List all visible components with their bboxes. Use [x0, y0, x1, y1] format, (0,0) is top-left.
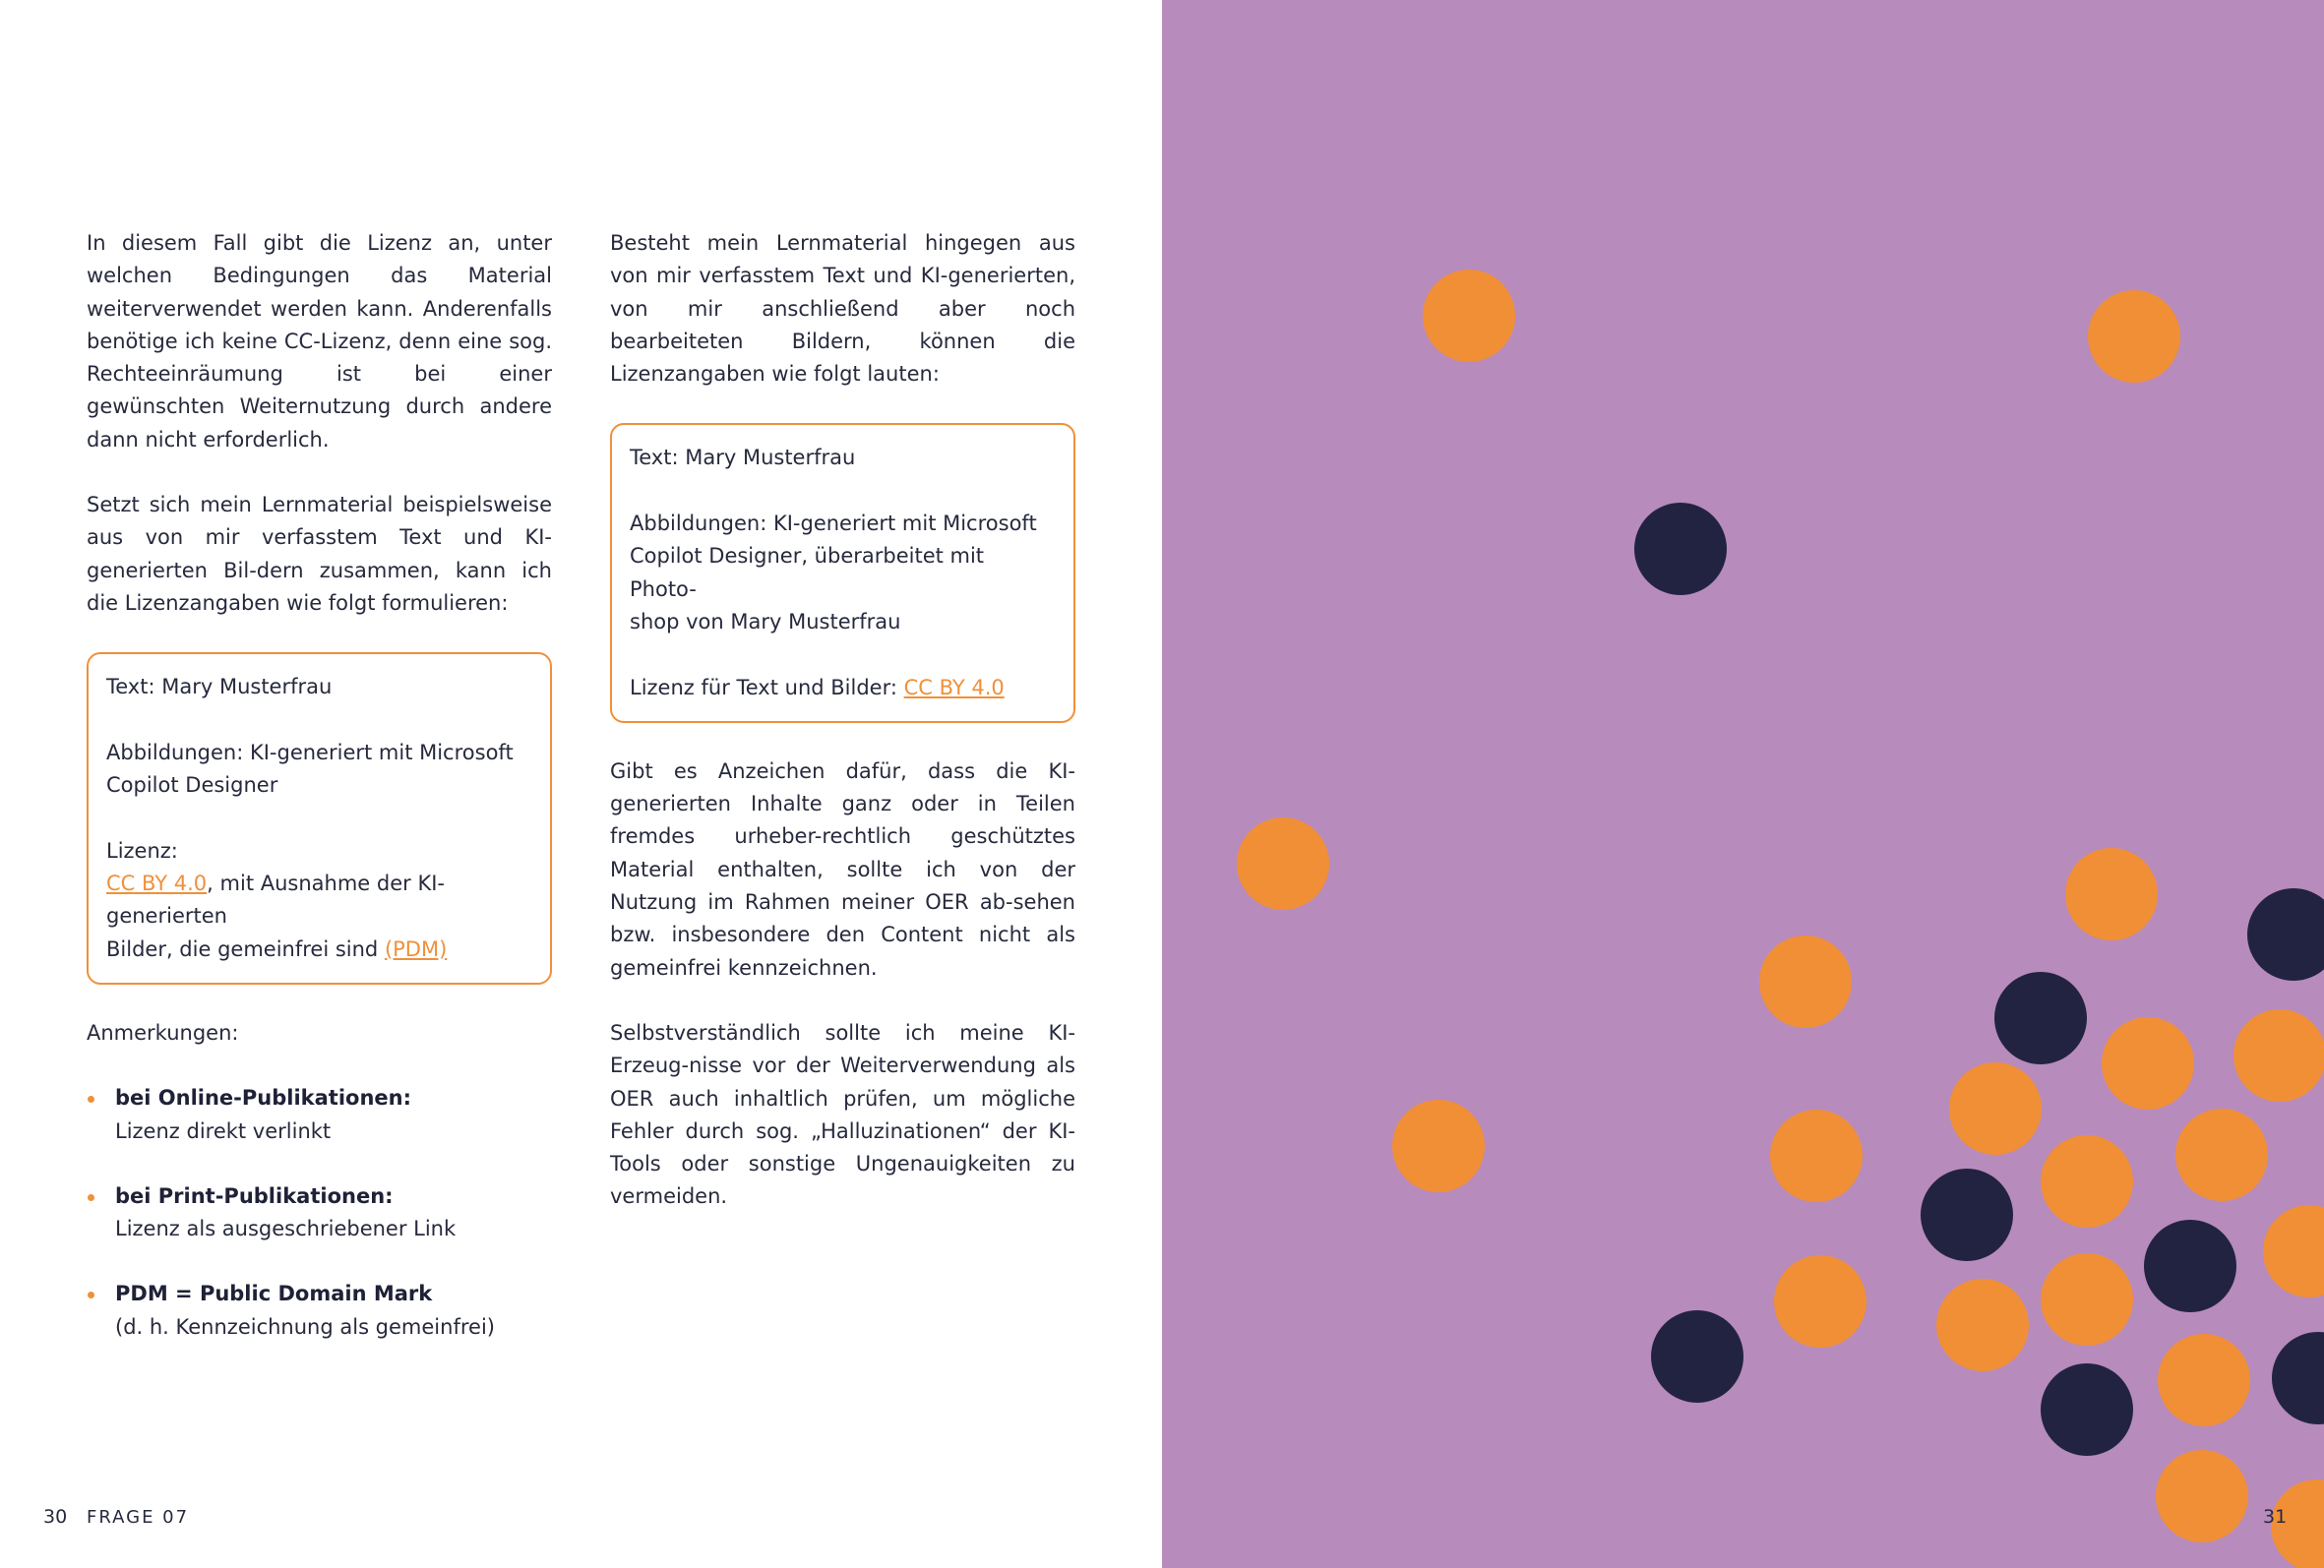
page-number-left: 30 — [43, 1506, 68, 1528]
box-text-author: Text: Mary Musterfrau — [630, 446, 856, 470]
decorative-dot — [2175, 1109, 2268, 1201]
decorative-dots-page — [1162, 0, 2324, 1568]
decorative-dot — [1759, 935, 1852, 1028]
decorative-dot — [1392, 1100, 1485, 1192]
decorative-dot — [1994, 972, 2087, 1064]
box-license-text: Bilder, die gemeinfrei sind — [106, 936, 385, 961]
notes-title: Anmerkungen: — [87, 1020, 239, 1045]
decorative-dot — [2272, 1332, 2324, 1424]
decorative-dot — [1423, 270, 1515, 362]
box-images-line: Copilot Designer, überarbeitet mit Photo- — [630, 544, 985, 601]
decorative-dot — [2233, 1009, 2324, 1102]
decorative-dot — [2041, 1253, 2133, 1346]
cc-by-link[interactable]: CC BY 4.0 — [106, 872, 208, 896]
box-text-author: Text: Mary Musterfrau — [106, 675, 333, 699]
box-license-text: , mit Ausnahme der KI-generierten — [106, 872, 445, 929]
note-text: Lizenz als ausgeschriebener Link — [115, 1217, 457, 1241]
cc-by-link[interactable]: CC BY 4.0 — [903, 675, 1005, 699]
decorative-dot — [2144, 1220, 2236, 1312]
paragraph: Selbstverständlich sollte ich meine KI-Erzeug-nisse vor der Weiterverwendung als OER auch inhaltlich prüfen, um mögliche Fehler durch sog. „Halluzinationen“ der KI-Tools oder sonstige Ungenauigkeiten zu vermeiden. — [610, 1020, 1075, 1209]
box-images-line: Abbildungen: KI-generiert mit Microsoft — [630, 512, 1037, 536]
notes-list — [87, 1082, 552, 1344]
license-example-box — [610, 423, 1075, 722]
paragraph: Gibt es Anzeichen dafür, dass die KI-generierten Inhalte ganz oder in Teilen fremdes urheber-rechtlich geschütztes Material enthalten, sollte ich von der Nutzung im Rahmen meiner OER ab-sehen bzw. insbesondere den Content nicht als gemeinfrei kennzeichnen. — [610, 758, 1075, 980]
license-example-box — [87, 652, 552, 985]
page-number-right: 31 — [2263, 1506, 2288, 1528]
decorative-dot — [2041, 1363, 2133, 1456]
decorative-dot — [1634, 503, 1727, 595]
decorative-dot — [1237, 817, 1329, 910]
paragraph: Setzt sich mein Lernmaterial beispielsweise aus von mir verfasstem Text und KI-generierten Bil-dern zusammen, kann ich die Lizenzangaben wie folgt formulieren: — [87, 493, 552, 615]
list-item — [87, 1278, 552, 1344]
decorative-dot — [1936, 1279, 2029, 1371]
decorative-dot — [1921, 1169, 2013, 1261]
decorative-dot — [2041, 1135, 2133, 1228]
box-images-line: Copilot Designer — [106, 773, 278, 798]
note-heading: PDM = Public Domain Mark — [115, 1282, 433, 1306]
section-label: FRAGE 07 — [87, 1507, 190, 1528]
box-license-label: Lizenz: — [106, 838, 178, 863]
note-heading: bei Online-Publikationen: — [115, 1086, 412, 1111]
paragraph: In diesem Fall gibt die Lizenz an, unter welchen Bedingungen das Material weiterverwendet werden kann. Anderenfalls benötige ich keine CC-Lizenz, denn eine sog. Rechteeinräumung ist bei einer gewünschten Weiternutzung durch andere dann nicht erforderlich. — [87, 231, 552, 452]
note-heading: bei Print-Publikationen: — [115, 1183, 394, 1208]
text-column-right — [610, 227, 1075, 1214]
decorative-dot — [1770, 1110, 1863, 1202]
decorative-dot — [2156, 1450, 2248, 1542]
decorative-dot — [2247, 888, 2324, 981]
box-license-label: Lizenz für Text und Bilder: — [630, 675, 904, 699]
paragraph: Besteht mein Lernmaterial hingegen aus von mir verfasstem Text und KI-generierten, von mir anschließend aber noch bearbeiteten Bildern, können die Lizenzangaben wie folgt lauten: — [610, 231, 1075, 387]
decorative-dot — [2158, 1334, 2250, 1426]
decorative-dot — [1774, 1255, 1866, 1348]
note-text: (d. h. Kennzeichnung als gemeinfrei) — [115, 1314, 495, 1339]
pdm-link[interactable]: (PDM) — [384, 936, 448, 961]
decorative-dot — [2065, 848, 2158, 940]
list-item — [87, 1180, 552, 1246]
box-images-line: shop von Mary Musterfrau — [630, 609, 901, 633]
decorative-dot — [2263, 1205, 2324, 1297]
decorative-dot — [2088, 290, 2180, 383]
note-text: Lizenz direkt verlinkt — [115, 1118, 332, 1143]
decorative-dot — [1949, 1062, 2042, 1155]
box-images-line: Abbildungen: KI-generiert mit Microsoft — [106, 740, 514, 764]
decorative-dot — [2102, 1017, 2194, 1110]
decorative-dot — [1651, 1310, 1743, 1403]
text-column-left — [87, 227, 552, 1376]
list-item — [87, 1082, 552, 1148]
